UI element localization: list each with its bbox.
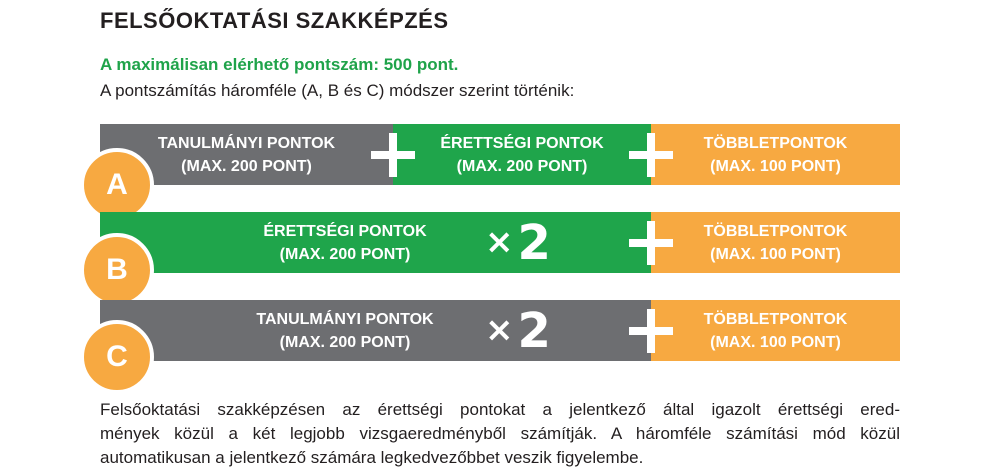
segment-max: (MAX. 100 PONT) — [710, 157, 841, 175]
segment-max: (MAX. 200 PONT) — [456, 157, 588, 175]
method-a-exam-points — [393, 124, 651, 185]
intro-text: A pontszámítás háromféle (A, B és C) módszer szerint történik: — [100, 81, 575, 100]
multiply-icon: × — [485, 310, 514, 350]
paragraph-line: mények közül a két legjobb vizsgaeredményből számítják. A háromféle számítási mód közül — [100, 424, 900, 443]
method-c-extra-points — [651, 300, 900, 361]
page-title: FELSŐOKTATÁSI SZAKKÉPZÉS — [100, 8, 449, 33]
method-b-extra-points — [651, 212, 900, 273]
plus-icon — [371, 133, 415, 177]
segment-label: TÖBBLETPONTOK — [703, 310, 848, 328]
multiply-icon: × — [485, 222, 514, 262]
method-a-row — [100, 124, 900, 185]
paragraph-line: Felsőoktatási szakképzésen az érettségi pontokat a jelentkező által igazolt érettségi ered- — [100, 400, 900, 419]
plus-operator — [371, 124, 415, 185]
plus-operator — [629, 212, 673, 273]
multiplier-value: 2 — [517, 215, 551, 271]
plus-icon — [629, 221, 673, 265]
method-b-badge: B — [80, 233, 154, 307]
method-c-badge: C — [80, 320, 154, 394]
explanation-paragraph — [100, 398, 900, 470]
times-operator — [478, 212, 558, 273]
method-b-row — [100, 212, 900, 273]
segment-max: (MAX. 200 PONT) — [279, 246, 411, 263]
method-a-extra-points — [651, 124, 900, 185]
segment-label: TÖBBLETPONTOK — [703, 222, 848, 240]
plus-operator — [629, 124, 673, 185]
plus-icon — [629, 309, 673, 353]
multiplier-value: 2 — [517, 303, 551, 359]
max-score-subtitle: A maximálisan elérhető pontszám: 500 pont. — [100, 55, 459, 74]
segment-label: ÉRETTSÉGI PONTOK — [440, 134, 604, 152]
segment-max: (MAX. 100 PONT) — [710, 245, 841, 263]
plus-icon — [629, 133, 673, 177]
segment-max: (MAX. 200 PONT) — [279, 334, 411, 351]
segment-max: (MAX. 100 PONT) — [710, 333, 841, 351]
paragraph-line: automatikusan a jelentkező számára legkedvezőbbet veszik figyelembe. — [100, 448, 644, 467]
segment-max: (MAX. 200 PONT) — [181, 157, 312, 175]
method-c-row — [100, 300, 900, 361]
plus-operator — [629, 300, 673, 361]
segment-label: TÖBBLETPONTOK — [703, 134, 848, 152]
times-operator — [478, 300, 558, 361]
segment-label: TANULMÁNYI PONTOK — [157, 134, 336, 152]
segment-label: TANULMÁNYI PONTOK — [256, 311, 434, 328]
method-a-badge: A — [80, 148, 154, 222]
segment-label: ÉRETTSÉGI PONTOK — [263, 223, 427, 240]
method-b-exam-points — [100, 212, 651, 273]
method-c-study-points — [100, 300, 651, 361]
